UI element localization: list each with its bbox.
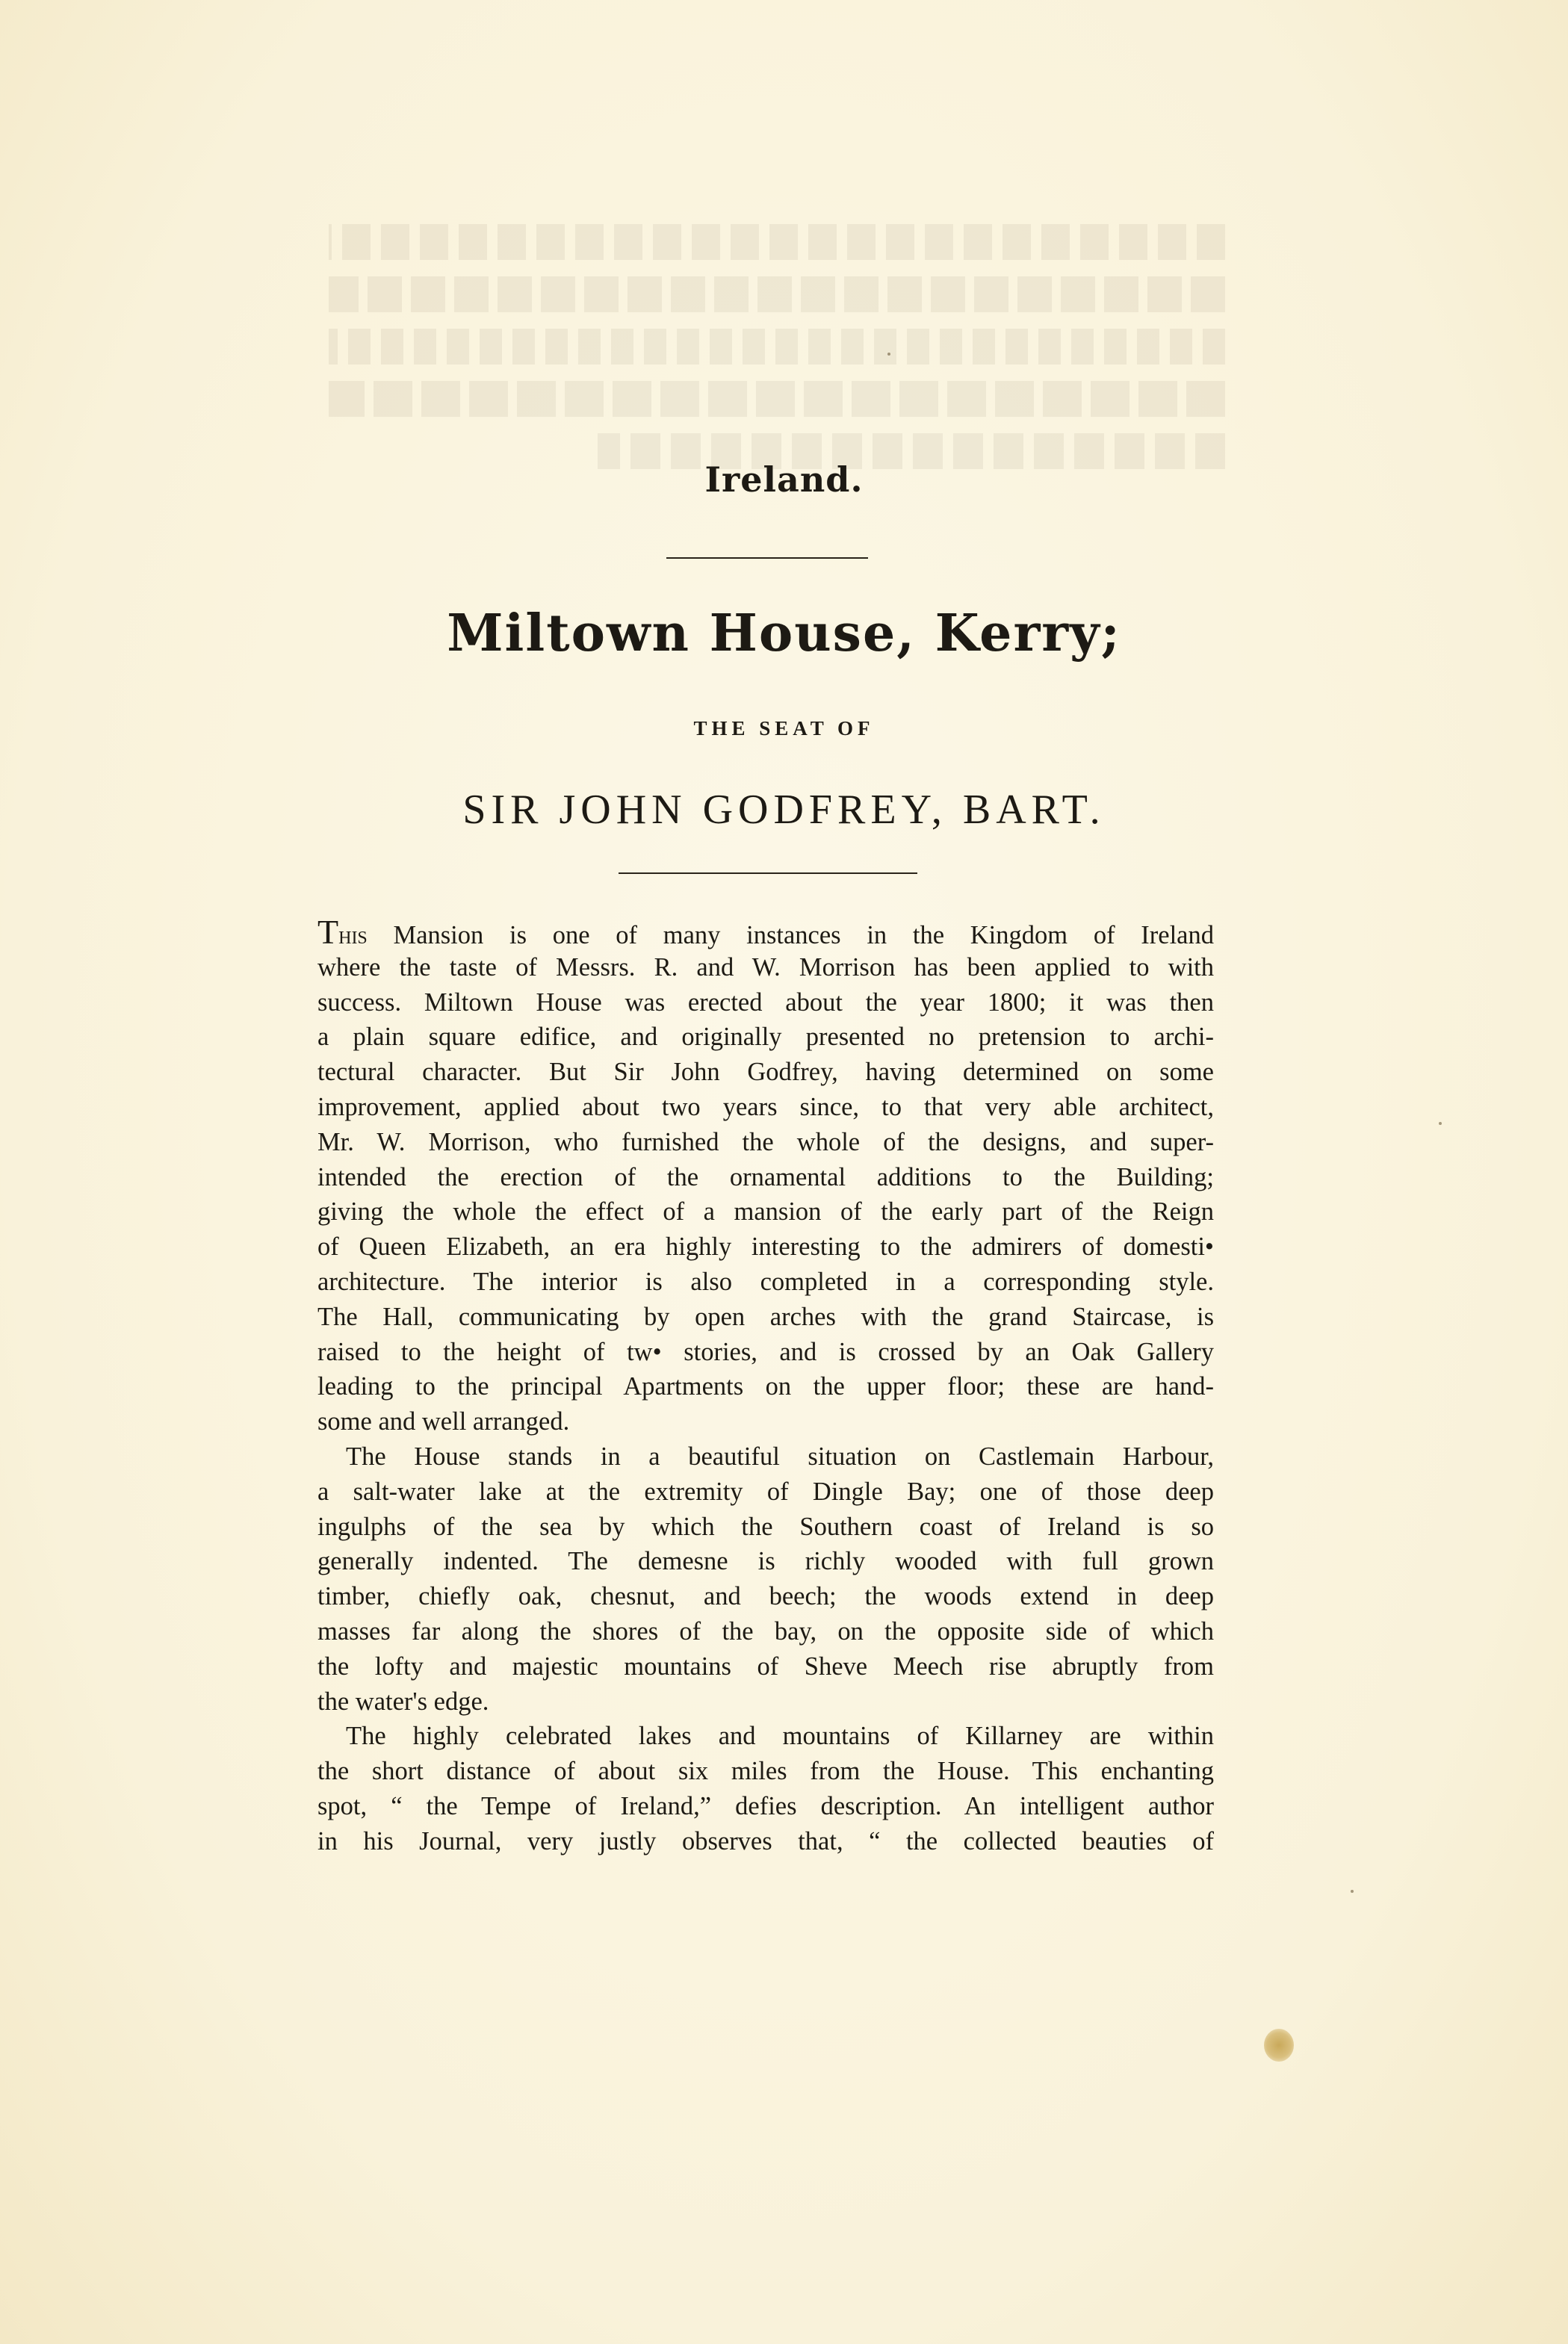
text-line: of Queen Elizabeth, an era highly interesting to the admirers of domesti• (317, 1233, 1214, 1262)
text-line: improvement, applied about two years since, to that very able architect, (317, 1092, 1214, 1121)
seat-label: THE SEAT OF (693, 717, 875, 740)
text-line: Mr. W. Morrison, who furnished the whole of the designs, and super- (317, 1127, 1214, 1156)
text-line: The highly celebrated lakes and mountains of Killarney are within (346, 1722, 1214, 1751)
small-caps-word: his (338, 921, 368, 949)
bleed-through-text (329, 224, 1225, 598)
text-line: tectural character. But Sir John Godfrey, having determined on some (317, 1058, 1214, 1087)
text-line: the short distance of about six miles from the House. This enchanting (317, 1757, 1214, 1786)
text-line: raised to the height of tw• stories, and is crossed by an Oak Gallery (317, 1337, 1214, 1366)
text-line: This Mansion is one of many instances in the Kingdom of Ireland (317, 913, 1214, 951)
text-line: a plain square edifice, and originally presented no pretension to archi- (317, 1023, 1214, 1052)
text-line: The House stands in a beautiful situation on Castlemain Harbour, (346, 1442, 1214, 1471)
text-line: masses far along the shores of the bay, on the opposite side of which (317, 1616, 1214, 1646)
heading-divider (666, 557, 868, 559)
text-line: where the taste of Messrs. R. and W. Morrison has been applied to with (317, 952, 1214, 982)
text-line: intended the erection of the ornamental additions to the Building; (317, 1162, 1214, 1191)
paper-stain (1264, 2029, 1294, 2062)
text-line: the lofty and majestic mountains of Sheve Meech rise abruptly from (317, 1652, 1214, 1681)
body-text (317, 915, 1214, 1859)
section-divider (619, 872, 917, 874)
text-line: giving the whole the effect of a mansion of the early part of the Reign (317, 1197, 1214, 1227)
text-line: success. Miltown House was erected about the year 1800; it was then (317, 987, 1214, 1017)
drop-cap: T (317, 913, 339, 951)
text-line: architecture. The interior is also completed in a corresponding style. (317, 1267, 1214, 1296)
text-line: spot, “ the Tempe of Ireland,” defies description. An intelligent author (317, 1791, 1214, 1820)
page-title: Miltown House, Kerry; (447, 604, 1121, 663)
paper-speck (1439, 1122, 1442, 1125)
paper-speck (887, 353, 890, 356)
text-line: timber, chiefly oak, chesnut, and beech; the woods extend in deep (317, 1582, 1214, 1611)
text-line: in his Journal, very justly observes that, “ the collected beauties of (317, 1826, 1214, 1855)
text-line: leading to the principal Apartments on the upper floor; these are hand- (317, 1372, 1214, 1401)
text-line: generally indented. The demesne is richly wooded with full grown (317, 1547, 1214, 1576)
text-line: a salt-water lake at the extremity of Dingle Bay; one of those deep (317, 1477, 1214, 1506)
text-line: ingulphs of the sea by which the Southern coast of Ireland is so (317, 1512, 1214, 1541)
text-line: The Hall, communicating by open arches with the grand Staircase, is (317, 1302, 1214, 1331)
paper-speck (1351, 1890, 1354, 1893)
country-heading: Ireland. (704, 459, 864, 500)
text-line: some and well arranged. (317, 1407, 570, 1436)
owner-name: SIR JOHN GODFREY, BART. (462, 787, 1106, 833)
text-line: the water's edge. (317, 1687, 489, 1716)
